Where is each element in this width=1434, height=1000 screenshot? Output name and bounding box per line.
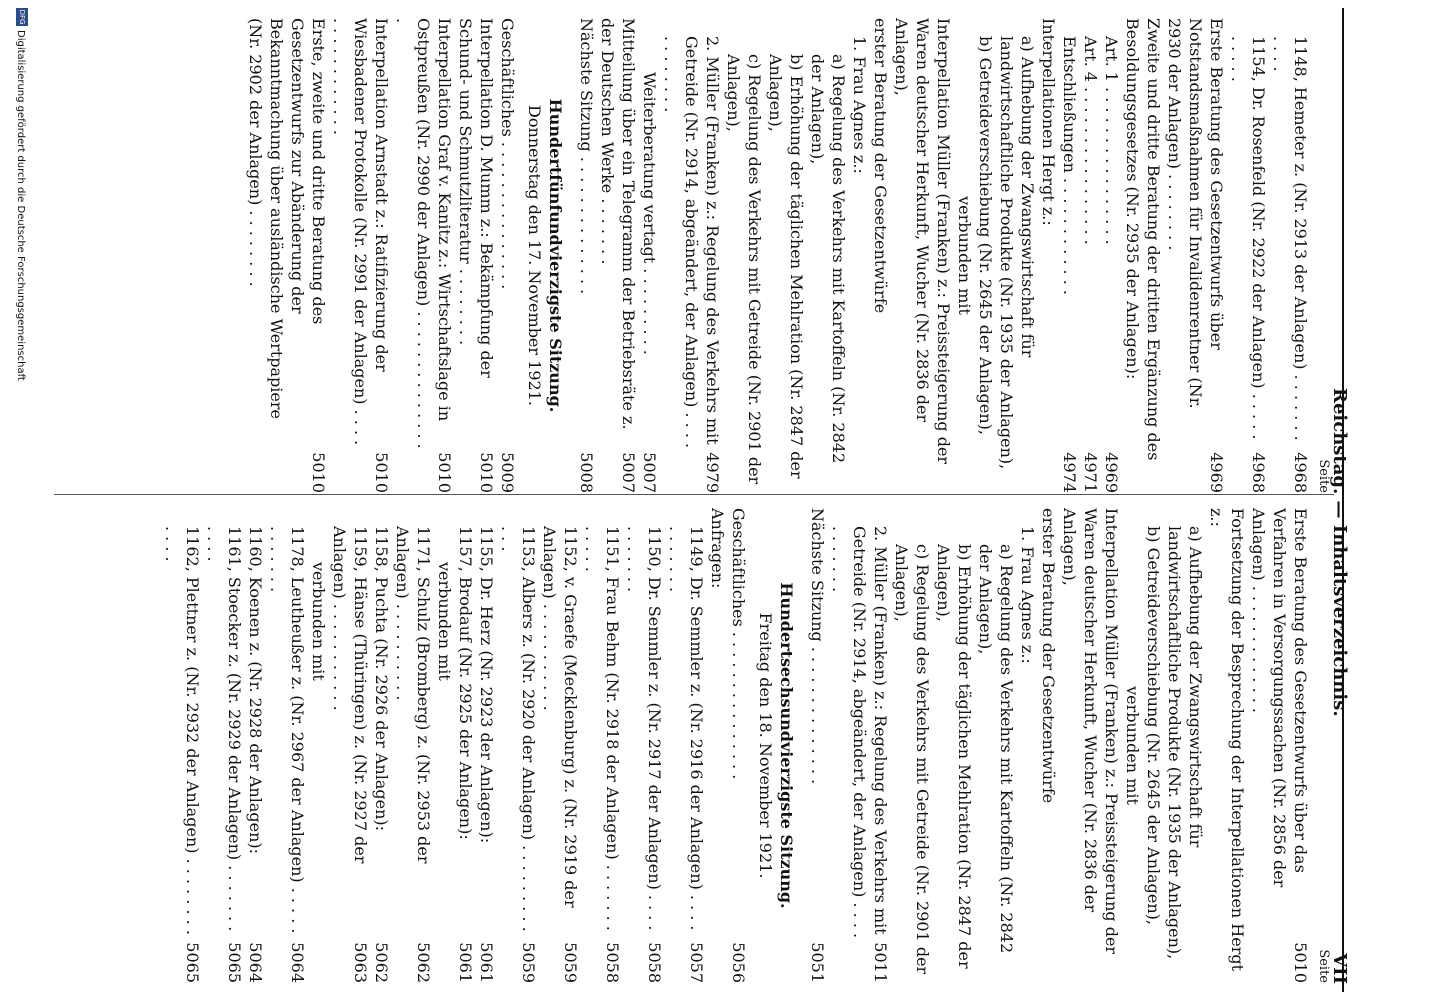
entry-text: 2. Müller (Franken) z.: Regelung des Verkehrs mit Getreide (Nr. 2914, abgeändert, der Anlagen) . . . . . . . . . . . — [829, 526, 890, 939]
entry-page: 4968 — [1291, 452, 1310, 493]
entry-text: Art. 1 . . . . . . . . . . . . . . . . — [1102, 36, 1121, 245]
entry-text: Geschäftliches . . . . . . . . . . . . . . . — [498, 18, 517, 290]
entry-text: b) Erhöhung der täglichen Mehlration (Nr. 2847 der Anlagen), — [766, 54, 806, 479]
entry-page: 5064 — [288, 942, 307, 983]
entry-text: a) Aufhebung der Zwangswirtschaft für landwirtschaftliche Produkte (Nr. 1935 der Anlagen), — [1165, 526, 1205, 960]
toc-entry — [392, 18, 455, 493]
entry-page: 5065 — [183, 942, 202, 983]
toc-entry — [329, 508, 371, 983]
entry-text: 1150, Dr. Semmler z. (Nr. 2917 der Anlagen) . . . . . . . . . . . — [624, 526, 664, 931]
toc-entry — [723, 18, 765, 493]
entry-text: Anfragen: — [708, 508, 727, 589]
entry-list — [807, 508, 1311, 983]
entry-text: 1155, Dr. Herz (Nr. 2923 der Anlagen): — [477, 526, 496, 844]
toc-entry — [497, 508, 539, 983]
toc-entry — [1059, 18, 1080, 493]
entry-text: Interpellation D. Mumm z.: Bekämpfung der Schund- und Schmutzliteratur . . . . . . . . — [456, 18, 496, 378]
toc-entry — [308, 508, 329, 983]
toc-entry — [807, 18, 849, 493]
entry-page: 5058 — [645, 942, 664, 983]
entry-text: erster Beratung der Gesetzentwürfe — [871, 18, 890, 314]
toc-entry — [203, 508, 245, 983]
digitization-credit — [0, 0, 40, 1000]
toc-entry — [1038, 508, 1059, 983]
toc-entry — [1143, 508, 1164, 983]
entry-page: 5059 — [519, 942, 538, 983]
entry-text: b) Getreideverschiebung (Nr. 2645 der Anlagen), — [976, 36, 995, 436]
entry-text: Entschließungen . . . . . . . . . . . . — [1060, 36, 1079, 295]
toc-entry — [539, 508, 581, 983]
toc-entry — [1017, 508, 1038, 983]
toc-entry — [392, 508, 434, 983]
entry-text: b) Erhöhung der täglichen Mehlration (Nr. 2847 der Anlagen), — [934, 544, 974, 969]
entry-text: Nächste Sitzung . . . . . . . . . . . . . . — [577, 18, 596, 295]
toc-entry — [639, 18, 660, 493]
toc-entry — [434, 508, 455, 983]
toc-entry — [975, 18, 996, 493]
toc-entry — [455, 18, 497, 493]
entry-page: 5007 — [619, 452, 638, 493]
entry-text: Erste Beratung des Gesetzentwurfs über das Verfahren in Versorgungssachen (Nr. 2856 der Anlagen) . . . . . . . . . . . . . — [1249, 508, 1310, 888]
toc-entry — [665, 508, 707, 983]
entry-page: 5010 — [435, 452, 454, 493]
entry-page: 4971 — [1081, 452, 1100, 493]
entry-page: 5062 — [414, 942, 433, 983]
entry-text: Interpellation Müller (Franken) z.: Preissteigerung der Waren deutscher Herkunft, Wucher (Nr. 2836 der Anlagen), — [892, 18, 953, 465]
entry-list — [576, 18, 1311, 493]
entry-text: Interpellation Graf v. Kanitz z.: Wirtschaftslage in Ostpreußen (Nr. 2990 der Anlagen) . . . . . . . . . . . . . . . — [393, 18, 454, 449]
section-title: Hundertsechsundvierzigste Sitzung. — [777, 582, 796, 909]
toc-entry — [1122, 508, 1143, 983]
entry-text: c) Regelung des Verkehrs mit Getreide (Nr. 2901 der Anlagen), — [724, 54, 764, 485]
entry-page: 5065 — [225, 942, 244, 983]
entry-text: 1153, Albers z. (Nr. 2920 der Anlagen) . . . . . . . . . . . . — [498, 526, 538, 932]
toc-entry — [1227, 18, 1269, 493]
toc-entry — [1164, 18, 1227, 493]
seite-label: Seite — [1316, 459, 1331, 493]
toc-entry — [1059, 508, 1122, 983]
entry-page: 5064 — [246, 942, 265, 983]
entry-text: 1162, Plettner z. (Nr. 2932 der Anlagen) . . . . . . . . . . . . — [162, 526, 202, 935]
toc-entry — [455, 508, 476, 983]
toc-entry — [707, 508, 728, 983]
toc-entry — [954, 18, 975, 493]
column-divider — [54, 494, 1334, 495]
entry-page: 5010 — [372, 452, 391, 493]
toc-entry — [1038, 18, 1059, 493]
entry-page: 4968 — [1249, 452, 1268, 493]
entry-text: a) Regelung des Verkehrs mit Kartoffeln (Nr. 2842 der Anlagen), — [808, 54, 848, 464]
entry-page: 4974 — [1060, 452, 1079, 493]
toc-entry — [1122, 18, 1164, 493]
entry-page: 5063 — [351, 942, 370, 983]
toc-entry — [597, 18, 639, 493]
toc-entry — [828, 508, 891, 983]
entry-text: verbunden mit — [309, 562, 328, 681]
credit-text: Digitalisierung gefördert durch die Deutsche Forschungsgemeinschaft — [15, 30, 26, 381]
entry-text: 1. Frau Agnes z.: — [1018, 526, 1037, 664]
entry-text: 1159, Hänse (Thüringen) z. (Nr. 2927 der Anlagen) . . . . . . . . . . . — [330, 526, 370, 864]
entry-text: b) Getreideverschiebung (Nr. 2645 der Anlagen), — [1144, 526, 1163, 926]
entry-page: 4969 — [1207, 452, 1226, 493]
page-number: VII — [1329, 953, 1350, 984]
entry-text: 1160, Koenen z. (Nr. 2928 der Anlagen): — [246, 526, 265, 854]
toc-entry — [975, 508, 1017, 983]
entry-text: 1. Frau Agnes z.: — [850, 36, 869, 174]
entry-page: 5051 — [808, 942, 827, 983]
entry-text: a) Regelung des Verkehrs mit Kartoffeln (Nr. 2842 der Anlagen), — [976, 544, 1016, 954]
entry-text: 1151, Frau Behm (Nr. 2918 der Anlagen) . . . . . . . . . . . . — [582, 526, 622, 931]
toc-entry — [870, 18, 891, 493]
entry-text: a) Aufhebung der Zwangswirtschaft für landwirtschaftliche Produkte (Nr. 1935 der Anlagen), — [997, 36, 1037, 470]
entry-page: 5061 — [477, 942, 496, 983]
entry-page: 5061 — [456, 942, 475, 983]
entry-text: Fortsetzung der Besprechung der Interpellationen Hergt z.: — [1207, 508, 1247, 972]
entry-page: 5007 — [640, 452, 659, 493]
section-date: Donnerstag den 17. November 1921. — [525, 105, 544, 406]
entry-text: Nächste Sitzung . . . . . . . . . . . . . . — [808, 508, 827, 785]
toc-entry — [660, 18, 723, 493]
entry-page: 5059 — [561, 942, 580, 983]
entry-list — [245, 18, 518, 493]
toc-entry — [849, 18, 870, 493]
toc-entry — [933, 508, 975, 983]
entry-text: Erste, zweite und dritte Beratung des Gesetzentwurfs zur Abänderung der Bekanntmachung über ausländische Wertpapiere (Nr. 2902 der Anlagen) . . . . . . . . — [246, 18, 328, 419]
entry-text: Art. 4 . . . . . . . . . . . . . . . . — [1081, 36, 1100, 245]
toc-entry — [1206, 508, 1248, 983]
running-title: Reichstag. — Inhaltsverzeichnis. — [1329, 388, 1350, 717]
toc-entry — [576, 18, 597, 493]
entry-page: 5058 — [603, 942, 622, 983]
dfg-logo: DFG — [18, 9, 26, 25]
entry-text: Weiterberatung vertagt . . . . . . . . . — [640, 72, 659, 355]
toc-entry — [1269, 18, 1311, 493]
toc-entry — [1248, 508, 1311, 983]
seite-label: Seite — [1316, 949, 1331, 983]
entry-text: Interpellation Müller (Franken) z.: Preissteigerung der Waren deutscher Herkunft, Wucher (Nr. 2836 der Anlagen), — [1060, 508, 1121, 955]
entry-text: 1157, Brodauf (Nr. 2925 der Anlagen): — [456, 526, 475, 840]
toc-entry — [623, 508, 665, 983]
entry-text: verbunden mit — [1123, 686, 1142, 805]
entry-text: 1158, Puchta (Nr. 2926 der Anlagen): — [372, 526, 391, 831]
entry-page: 5056 — [729, 942, 748, 983]
column-left — [245, 18, 1334, 493]
entry-page: 5011 — [871, 942, 890, 983]
entry-page: 5010 — [1291, 942, 1310, 983]
entry-text: Mitteilung über ein Telegramm der Betriebsräte z. der Deutschen Werke . . . . . . . — [598, 18, 638, 430]
entry-page: 5010 — [309, 452, 328, 493]
toc-entry — [891, 18, 954, 493]
entry-text: c) Regelung des Verkehrs mit Getreide (Nr. 2901 der Anlagen), — [892, 544, 932, 975]
toc-entry — [996, 18, 1038, 493]
toc-entry — [1164, 508, 1206, 983]
entry-text: 1161, Stoecker z. (Nr. 2929 der Anlagen) . . . . . . . . . . . — [204, 526, 244, 932]
entry-text: 1152, v. Graefe (Mecklenburg) z. (Nr. 2919 der Anlagen) . . . . . . . . . . . — [540, 526, 580, 908]
toc-entry — [728, 508, 749, 983]
entry-list — [161, 508, 749, 983]
section-date: Freitag den 18. November 1921. — [756, 612, 775, 879]
toc-entry — [581, 508, 623, 983]
entry-page: 5009 — [498, 452, 517, 493]
toc-entry — [476, 508, 497, 983]
entry-text: 1148, Hemeter z. (Nr. 2913 der Anlagen) . . . . . . . . . . . — [1270, 36, 1310, 441]
entry-page: 4969 — [1102, 452, 1121, 493]
header-rule — [1342, 8, 1344, 992]
entry-text: verbunden mit — [435, 562, 454, 681]
entry-page: 5057 — [687, 942, 706, 983]
toc-entry — [497, 18, 518, 493]
toc-entry — [245, 18, 329, 493]
toc-entry — [1080, 18, 1101, 493]
toc-entry — [765, 18, 807, 493]
entry-text: erster Beratung der Gesetzentwürfe — [1039, 508, 1058, 804]
entry-text: Geschäftliches . . . . . . . . . . . . . . . — [729, 508, 748, 780]
entry-text: 2. Müller (Franken) z.: Regelung des Verkehrs mit Getreide (Nr. 2914, abgeändert, der Anlagen) . . . . . . . . . . . . — [661, 36, 722, 449]
entry-page: 5010 — [477, 452, 496, 493]
entry-text: Interpellation Arnstadt z.: Ratifizierung der Wiesbadener Protokolle (Nr. 2991 der Anlagen) . . . . . . . . . . . . . . . . — [330, 18, 391, 446]
toc-entry — [807, 508, 828, 983]
toc-entry — [329, 18, 392, 493]
section-title: Hundertfünfundvierzigste Sitzung. — [546, 98, 565, 413]
toc-entry — [891, 508, 933, 983]
entry-text: 1154, Dr. Rosenfeld (Nr. 2922 der Anlagen) . . . . . . . . . . — [1228, 36, 1268, 440]
entry-page: 4979 — [703, 452, 722, 493]
entry-text: 1149, Dr. Semmler z. (Nr. 2916 der Anlagen) . . . . . . . . . . . — [666, 526, 706, 931]
entry-page: 5062 — [372, 942, 391, 983]
entry-text: Zweite und dritte Beratung der dritten Ergänzung des Besoldungsgesetzes (Nr. 2935 der Anlagen): — [1123, 18, 1163, 461]
toc-entry — [266, 508, 308, 983]
toc-entry — [161, 508, 203, 983]
toc-entry — [1101, 18, 1122, 493]
toc-entry — [371, 508, 392, 983]
entry-text: verbunden mit — [955, 196, 974, 315]
column-right — [161, 508, 1334, 983]
entry-text: 1171, Schulz (Bromberg) z. (Nr. 2953 der Anlagen) . . . . . . . . . . — [393, 526, 433, 864]
entry-text: 1178, Leutheußer z. (Nr. 2967 der Anlagen) . . . . . . . . . . . . — [267, 526, 307, 934]
entry-text: Erste Beratung des Gesetzentwurfs über Notstandsmaßnahmen für Invalidenrentner (Nr. 2930 der Anlagen) . . . . . . . . — [1165, 18, 1226, 409]
toc-entry — [245, 508, 266, 983]
entry-page: 5008 — [577, 452, 596, 493]
entry-text: Interpellationen Hergt z.: — [1039, 18, 1058, 226]
